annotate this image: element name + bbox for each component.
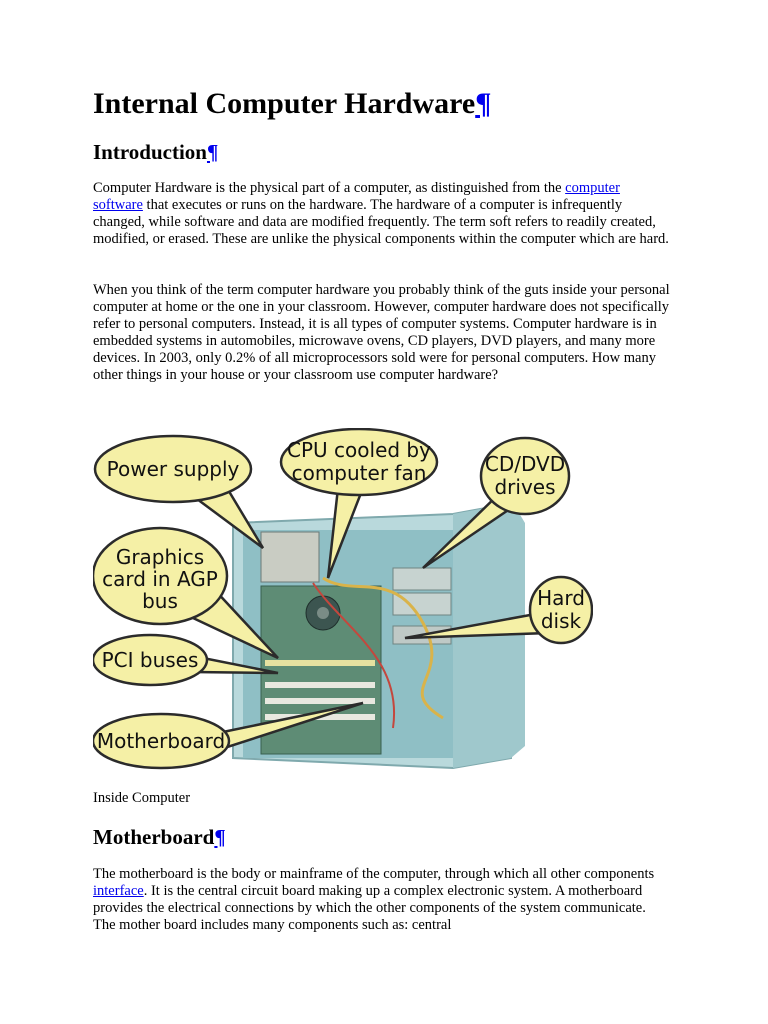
interface-link[interactable]: interface <box>93 883 144 899</box>
figure-caption: Inside Computer <box>93 790 191 806</box>
motherboard-text-end: . It is the central circuit board making up a complex electronic system. A motherboard provides the electrical connections by which the other components of the system communicate. The mother board includes many components such as: central <box>93 883 646 933</box>
motherboard-label: Motherboard <box>96 729 226 753</box>
graphics-label-line-2: card in AGP <box>102 567 218 591</box>
title-anchor-link[interactable]: ¶ <box>475 87 492 120</box>
motherboard-text-start: The motherboard is the body or mainframe of the computer, through which all other components <box>93 866 655 882</box>
intro-paragraph-1 <box>93 180 671 248</box>
pci-label: PCI buses <box>101 648 199 672</box>
hard-disk-label-line-2: disk <box>540 609 582 633</box>
cd-dvd-label-line-1: CD/DVD <box>484 452 566 476</box>
introduction-heading <box>93 138 218 166</box>
cpu-label-line-2: computer fan <box>291 461 427 485</box>
cd-dvd-label-line-2: drives <box>494 475 556 499</box>
cpu-fan-hub <box>317 607 329 619</box>
power-supply-label: Power supply <box>106 457 240 481</box>
hard-disk-label-line-1: Hard <box>537 586 585 610</box>
cd-drive-bay-1 <box>393 568 451 590</box>
page-title <box>93 84 491 124</box>
motherboard-heading-text: Motherboard <box>93 825 215 849</box>
introduction-heading-text: Introduction <box>93 140 207 164</box>
computer-internals-figure <box>93 428 593 776</box>
computer-software-link[interactable]: computer software <box>93 180 620 213</box>
pci-slot-1 <box>265 682 375 688</box>
cpu-label-line-1: CPU cooled by <box>287 438 431 462</box>
motherboard-heading <box>93 823 226 851</box>
power-supply-unit <box>261 532 319 582</box>
graphics-label-line-1: Graphics <box>115 545 205 569</box>
motherboard-anchor-link[interactable]: ¶ <box>214 825 226 849</box>
introduction-anchor-link[interactable]: ¶ <box>206 140 219 164</box>
motherboard-paragraph <box>93 866 671 934</box>
intro-text-end: that executes or runs on the hardware. The hardware of a computer is infrequently changed, while software and data are modified frequently. The term soft refers to readily created, modified, or erased. These are unlike the physical components within the computer which are hard. <box>93 197 669 247</box>
graphics-label-line-3: bus <box>142 589 178 613</box>
intro-paragraph-2: When you think of the term computer hardware you probably think of the guts inside your personal computer at home or the one in your classroom. However, computer hardware does not specifically refer to personal computers. Instead, it is all types of computer systems. Computer hardware is in embedded systems in automobiles, microwave ovens, CD players, DVD players, and many more devices. In 2003, only 0.2% of all microprocessors sold were for personal computers. How many other things in your house or your classroom use computer hardware? <box>93 282 670 383</box>
page-title-text: Internal Computer Hardware <box>93 87 476 120</box>
intro-text-start: Computer Hardware is the physical part of a computer, as distinguished from the <box>93 180 566 196</box>
agp-slot <box>265 660 375 666</box>
